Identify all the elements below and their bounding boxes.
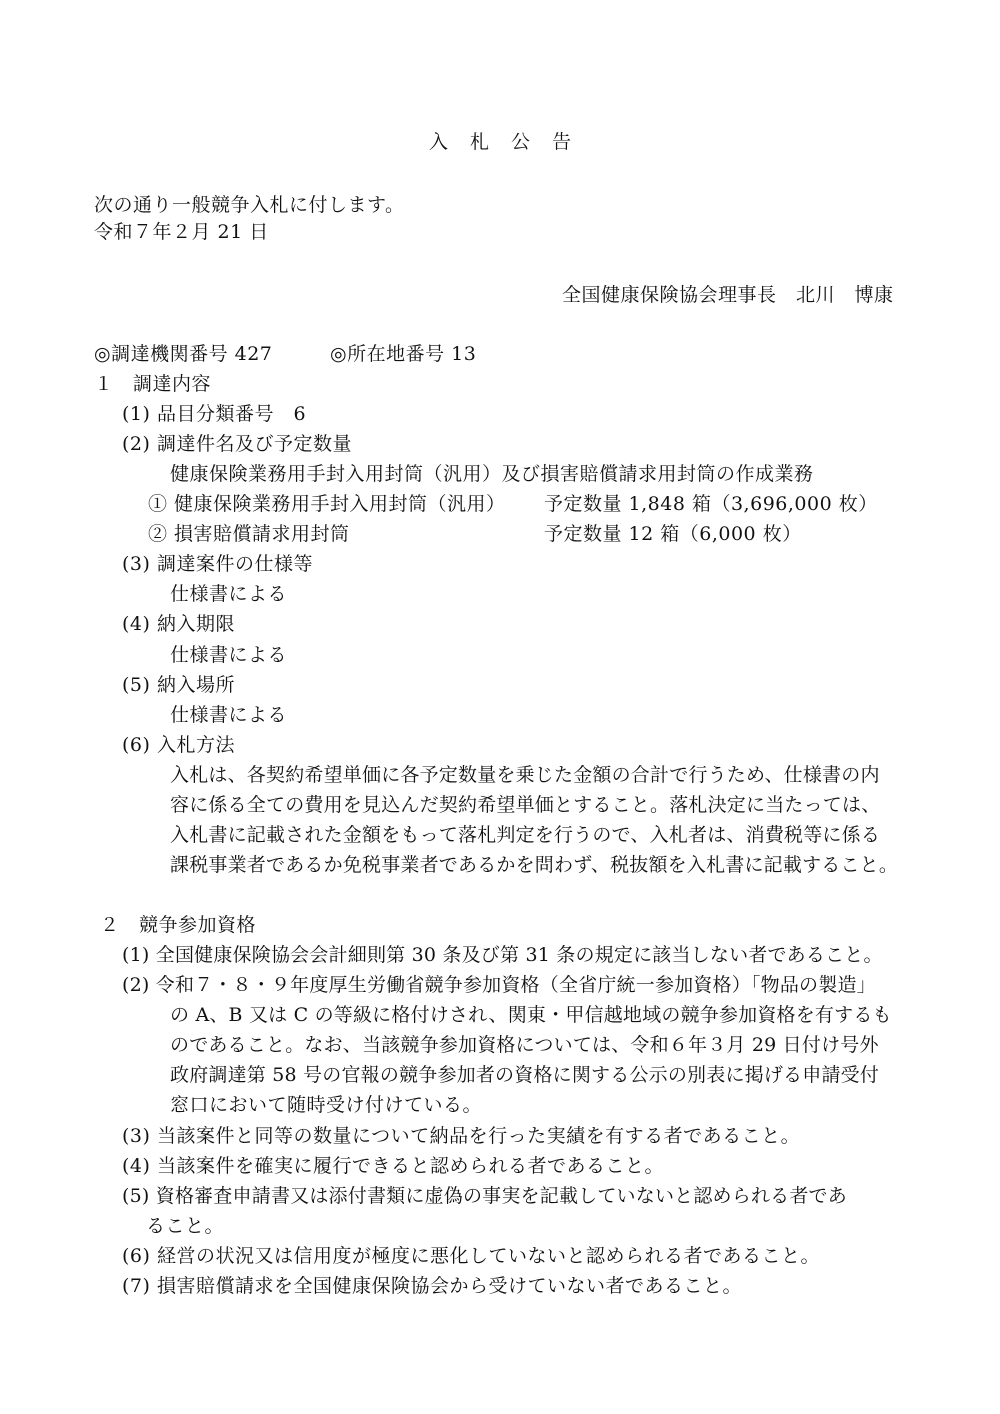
section2-item2-cont: 窓口において随時受け付けている。 [170, 1094, 483, 1116]
section1-heading: １ 調達内容 [94, 373, 212, 395]
location-code: ◎所在地番号 13 [330, 343, 477, 365]
section2-item2: (2) 令和７・８・９年度厚生労働省競争参加資格（全省庁統一参加資格）「物品の製造」 [122, 974, 876, 996]
section2-item5: (5) 資格審査申請書又は添付書類に虚偽の事実を記載していないと認められる者であ [122, 1185, 847, 1207]
envelope-name: ② 損害賠償請求用封筒 [148, 523, 350, 545]
section2-item2-cont: の A、B 又は C の等級に格付けされ、関東・甲信越地域の競争参加資格を有するも [170, 1004, 892, 1026]
section1-item4: (4) 納入期限 [122, 613, 235, 635]
section2-heading: ２ 競争参加資格 [100, 914, 257, 936]
bidding-method-line: 入札書に記載された金額をもって落札判定を行うので、入札者は、消費税等に係る [170, 824, 881, 846]
bidding-method-line: 課税事業者であるか免税事業者であるかを問わず、税抜額を入札書に記載すること。 [170, 854, 899, 876]
section2-item3: (3) 当該案件と同等の数量について納品を行った実績を有する者であること。 [122, 1125, 801, 1147]
title-char: 公 [511, 131, 531, 153]
section2-item5-cont: ること。 [146, 1215, 225, 1237]
issuer-name: 全国健康保険協会理事長 北川 博康 [562, 284, 894, 306]
section2-item1: (1) 全国健康保険協会会計細則第 30 条及び第 31 条の規定に該当しない者であること。 [122, 944, 883, 966]
section2-item2-cont: 政府調達第 58 号の官報の競争参加者の資格に関する公示の別表に掲げる申請受付 [170, 1064, 880, 1086]
envelope-quantity: 予定数量 12 箱（6,000 枚） [544, 523, 802, 545]
envelope-name: ① 健康保険業務用手封入用封筒（汎用） [148, 493, 506, 515]
title-char: 入 [428, 131, 448, 153]
bidding-method-line: 入札は、各契約希望単価に各予定数量を乗じた金額の合計で行うため、仕様書の内 [170, 764, 880, 786]
bidding-method-line: 容に係る全ての費用を見込んだ契約希望単価とすること。落札決定に当たっては、 [170, 794, 881, 816]
section2-item6: (6) 経営の状況又は信用度が極度に悪化していないと認められる者であること。 [122, 1245, 820, 1267]
section1-item3-body: 仕様書による [170, 583, 288, 605]
procurement-subject: 健康保険業務用手封入用封筒（汎用）及び損害賠償請求用封筒の作成業務 [170, 463, 814, 485]
document-title [0, 130, 1000, 154]
section1-item3: (3) 調達案件の仕様等 [122, 553, 313, 575]
section1-item5-body: 仕様書による [170, 704, 288, 726]
section2-item2-cont: のであること。なお、当該競争参加資格については、令和６年３月 29 日付け号外 [170, 1034, 879, 1056]
section1-item5: (5) 納入場所 [122, 674, 235, 696]
notice-date: 令和７年２月 21 日 [94, 221, 269, 243]
section1-item2: (2) 調達件名及び予定数量 [122, 433, 352, 455]
agency-code: ◎調達機関番号 427 [94, 343, 273, 365]
section1-item4-body: 仕様書による [170, 644, 288, 666]
envelope-quantity: 予定数量 1,848 箱（3,696,000 枚） [544, 493, 878, 515]
title-char: 告 [552, 131, 572, 153]
section2-item7: (7) 損害賠償請求を全国健康保険協会から受けていない者であること。 [122, 1275, 742, 1297]
section1-item1: (1) 品目分類番号 6 [122, 403, 307, 425]
intro-text: 次の通り一般競争入札に付します。 [94, 194, 405, 216]
title-char: 札 [469, 131, 489, 153]
section1-item6: (6) 入札方法 [122, 734, 235, 756]
section2-item4: (4) 当該案件を確実に履行できると認められる者であること。 [122, 1155, 664, 1177]
